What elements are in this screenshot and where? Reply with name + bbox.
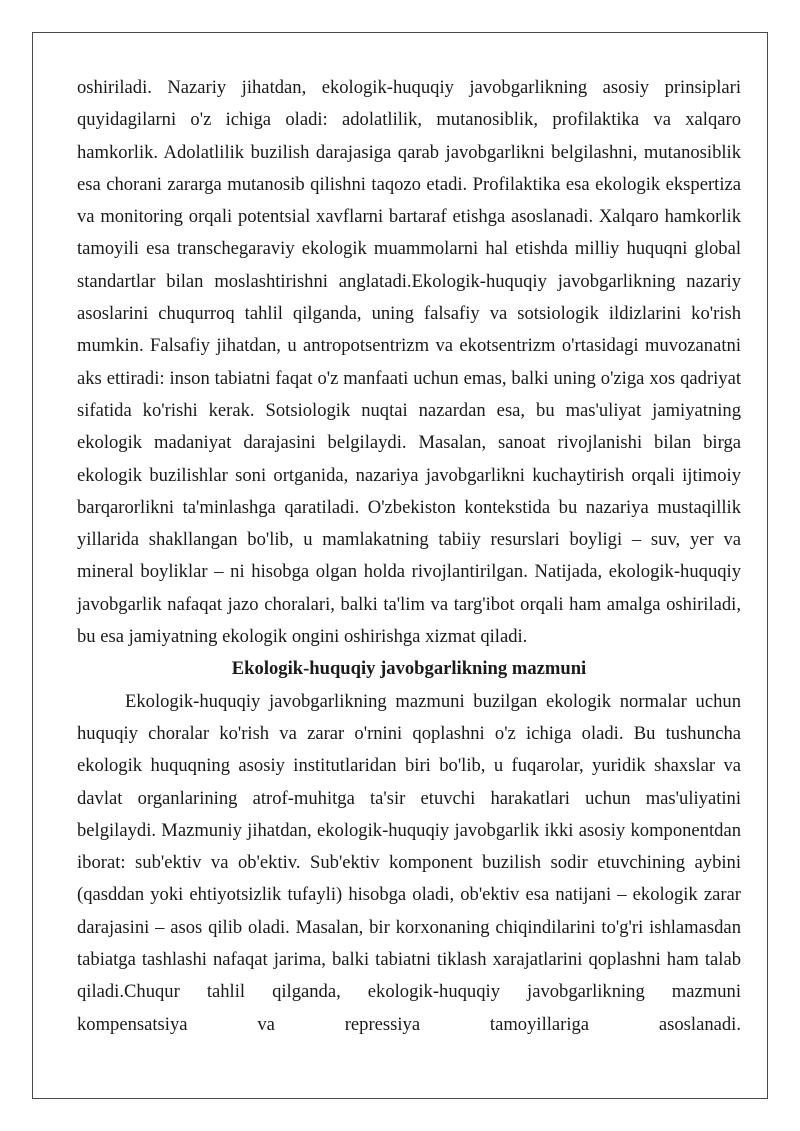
paragraph-body: Ekologik-huquqiy javobgarlikning mazmuni buzilgan ekologik normalar uchun huquqiy choralar ko'rish va zarar o'rnini qoplashni o'z ichiga oladi. Bu tushuncha ekologik huquqning asosiy institutlaridan biri bo'lib, u fuqarolar, yuridik shaxslar va davlat organlarining atrof-muhitga ta'sir etuvchi harakatlari uchun mas'uliyatini belgilaydi. Mazmuniy jihatdan, ekologik-huquqiy javobgarlik ikki asosiy komponentdan iborat: sub'ektiv va ob'ektiv. Sub'ektiv komponent buzilish sodir etuvchining aybini (qasddan yoki ehtiyotsizlik tufayli) hisobga oladi, ob'ektiv esa natijani – ekologik zarar darajasini – asos qilib oladi. Masalan, bir korxonaning chiqindilarini to'g'ri ishlamasdan tabiatga tashlashi nafaqat jarima, balki tabiatni tiklash xarajatlarini qoplashni ham talab qiladi.Chuqur tahlil qilganda, ekologik-huquqiy javobgarlikning mazmuni kompensatsiya va repressiya tamoyillariga asoslanadi. (77, 690, 741, 1035)
document-body (77, 72, 741, 1041)
paragraph-continued: oshiriladi. Nazariy jihatdan, ekologik-huquqiy javobgarlikning asosiy prinsiplari quyidagilarni o'z ichiga oladi: adolatlilik, mutanosiblik, profilaktika va xalqaro hamkorlik. Adolatlilik buzilish darajasiga qarab javobgarlikni belgilashni, mutanosiblik esa chorani zararga mutanosib qilishni taqozo etadi. Profilaktika esa ekologik ekspertiza va monitoring orqali potentsial xavflarni bartaraf etishga asoslanadi. Xalqaro hamkorlik tamoyili esa transchegaraviy ekologik muammolarni hal etishda milliy huquqni global standartlar bilan moslashtirishni anglatadi.Ekologik-huquqiy javobgarlikning nazariy asoslarini chuqurroq tahlil qilganda, uning falsafiy va sotsiologik ildizlarini ko'rish mumkin. Falsafiy jihatdan, u antropotsentrizm va ekotsentrizm o'rtasidagi muvozanatni aks ettiradi: inson tabiatni faqat o'z manfaati uchun emas, balki uning o'ziga xos qadriyat sifatida ko'rishi kerak. Sotsiologik nuqtai nazardan esa, bu mas'uliyat jamiyatning ekologik madaniyat darajasini belgilaydi. Masalan, sanoat rivojlanishi bilan birga ekologik buzilishlar soni ortganida, nazariya javobgarlikni kuchaytirish orqali ijtimoiy barqarorlikni ta'minlashga qaratiladi. O'zbekiston kontekstida bu nazariya mustaqillik yillarida shakllangan bo'lib, u mamlakatning tabiiy resurslari boyligi – suv, yer va mineral boyliklar – ni hisobga olgan holda rivojlantirilgan. Natijada, ekologik-huquqiy javobgarlik nafaqat jazo choralari, balki ta'lim va targ'ibot orqali ham amalga oshiriladi, bu esa jamiyatning ekologik ongini oshirishga xizmat qiladi. (77, 77, 741, 648)
section-heading: Ekologik-huquqiy javobgarlikning mazmuni (231, 658, 587, 680)
